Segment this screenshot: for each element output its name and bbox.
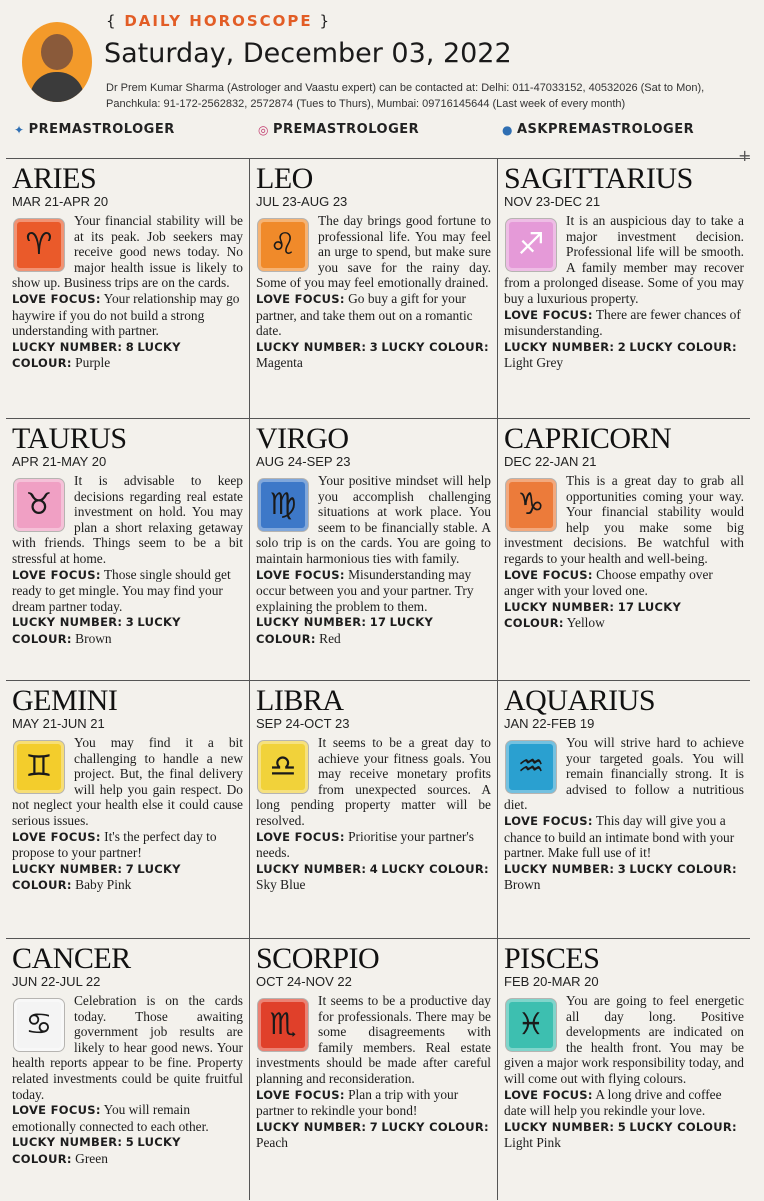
lucky-colour-label: LUCKY COLOUR:: [12, 1135, 181, 1166]
sign-name: AQUARIUS: [504, 684, 656, 717]
sign-name: VIRGO: [256, 422, 349, 455]
sign-date-range: JUL 23-AUG 23: [256, 194, 348, 209]
sign-card-gemini: [6, 686, 249, 894]
lucky-colour-value: Green: [75, 1150, 108, 1166]
lucky-info: [256, 861, 491, 893]
lucky-number-value: 5: [125, 1135, 134, 1150]
instagram-handle: PREMASTROLOGER: [272, 122, 420, 137]
social-facebook[interactable]: [502, 122, 694, 137]
sign-date-range: SEP 24-OCT 23: [256, 716, 350, 731]
lucky-number-label: LUCKY NUMBER:: [504, 861, 615, 876]
forecast-text: This is a great day to grab all opportunities coming your way. Your financial stability would help you make some big investment decisions. Be watchful with regards to your health and well-being.: [504, 473, 744, 566]
love-focus: [256, 829, 491, 861]
sign-name: PISCES: [504, 942, 600, 975]
sign-card-cancer: [6, 944, 249, 1168]
love-focus-text: Prioritise your partner's needs.: [256, 828, 474, 861]
lucky-number-value: 4: [369, 861, 378, 876]
sign-card-libra: [250, 686, 497, 893]
sign-card-aries: [6, 164, 249, 372]
lucky-info: [504, 599, 744, 632]
lucky-colour-value: Red: [319, 630, 341, 646]
love-focus-label: LOVE FOCUS:: [12, 291, 101, 306]
lucky-colour-value: Magenta: [256, 355, 303, 371]
sign-card-taurus: [6, 424, 249, 648]
forecast-text: It is advisable to keep decisions regarding real estate investment on hold. You may plan a short relaxing getaway with friends. Things seem to be a bit stressful at home.: [12, 473, 243, 566]
sign-card-virgo: [250, 424, 497, 648]
row-divider: [6, 680, 750, 681]
love-focus: [256, 1087, 491, 1119]
libra-symbol-icon: ♎: [258, 741, 308, 793]
lucky-info: [12, 339, 243, 372]
sign-date-range: FEB 20-MAR 20: [504, 974, 599, 989]
love-focus: [256, 291, 491, 339]
lucky-colour-value: Baby Pink: [75, 877, 132, 893]
taurus-symbol-icon: ♉: [14, 479, 64, 531]
love-focus-label: LOVE FOCUS:: [504, 307, 593, 322]
love-focus: [504, 567, 744, 599]
lucky-colour-label: LUCKY COLOUR:: [12, 615, 181, 646]
lucky-info: [12, 614, 243, 647]
sign-card-pisces: [498, 944, 750, 1151]
leo-symbol-icon: ♌: [258, 219, 308, 271]
love-focus: [504, 1087, 744, 1119]
love-focus-text: Misunderstanding may occur between you and your partner. Try explaining the problem to them.: [256, 566, 474, 614]
lucky-info: [256, 614, 491, 647]
lucky-colour-value: Sky Blue: [256, 877, 306, 893]
love-focus-label: LOVE FOCUS:: [256, 291, 345, 306]
lucky-number-value: 7: [125, 861, 134, 876]
lucky-number-value: 2: [617, 339, 626, 354]
lucky-colour-label: LUCKY COLOUR:: [629, 1119, 737, 1134]
love-focus: [12, 567, 243, 615]
lucky-info: [12, 1134, 243, 1167]
sign-date-range: OCT 24-NOV 22: [256, 974, 352, 989]
lucky-colour-label: LUCKY COLOUR:: [12, 861, 181, 893]
facebook-handle: ASKPREMASTROLOGER: [516, 122, 695, 137]
love-focus-text: You will remain emotionally connected to each other.: [12, 1102, 209, 1134]
sign-forecast: [504, 993, 744, 1087]
forecast-text: Your financial stability will be at its peak. Job seekers may receive good news today. No major health issue is likely to show up. Business trips are on the cards.: [12, 213, 243, 291]
love-focus: [256, 567, 491, 615]
lucky-number-label: LUCKY NUMBER:: [256, 861, 367, 876]
astrologer-photo: [22, 22, 92, 102]
love-focus-text: A long drive and coffee date will help you rekindle your love.: [504, 1086, 722, 1119]
love-focus-label: LOVE FOCUS:: [12, 829, 101, 844]
sign-card-scorpio: [250, 944, 497, 1151]
sign-card-sagittarius: [498, 164, 750, 371]
aries-symbol-icon: ♈: [14, 219, 64, 271]
love-focus-text: This day will give you a chance to build an intimate bond with your partner. Make full use of it!: [504, 812, 735, 861]
love-focus-label: LOVE FOCUS:: [12, 567, 101, 582]
twitter-handle: PREMASTROLOGER: [28, 122, 175, 137]
love-focus: [12, 1102, 243, 1134]
sign-date-range: NOV 23-DEC 21: [504, 194, 601, 209]
lucky-number-value: 7: [369, 1119, 378, 1134]
love-focus-label: LOVE FOCUS:: [256, 567, 345, 582]
header: [0, 0, 764, 165]
lucky-number-value: 17: [369, 615, 387, 630]
lucky-colour-value: Purple: [75, 355, 111, 371]
love-focus: [12, 291, 243, 339]
scorpio-symbol-icon: ♏: [258, 999, 308, 1051]
lucky-colour-value: Light Grey: [504, 355, 564, 371]
aquarius-symbol-icon: ♒: [506, 741, 556, 793]
cancer-symbol-icon: ♋: [14, 999, 64, 1051]
sign-name: LIBRA: [256, 684, 344, 717]
forecast-text: Celebration is on the cards today. Those awaiting government job results are likely to hear good news. Your health reports appear to be fine. Property related investments could be quite fruitful today.: [12, 993, 243, 1102]
sign-card-aquarius: [498, 686, 750, 893]
love-focus-label: LOVE FOCUS:: [256, 829, 345, 844]
love-focus-label: LOVE FOCUS:: [504, 567, 593, 582]
page-date: Saturday, December 03, 2022: [104, 38, 512, 69]
lucky-colour-value: Peach: [256, 1135, 288, 1151]
sign-forecast: [504, 735, 744, 813]
love-focus-text: There are fewer chances of misunderstanding.: [504, 306, 741, 339]
facebook-icon: ●: [502, 122, 513, 137]
sign-forecast: [12, 993, 243, 1102]
sign-forecast: [12, 735, 243, 829]
lucky-colour-label: LUCKY COLOUR:: [504, 599, 682, 631]
sign-card-leo: [250, 164, 497, 371]
lucky-number-value: 5: [617, 1119, 626, 1134]
virgo-symbol-icon: ♍: [258, 479, 308, 531]
lucky-info: [256, 1119, 491, 1151]
twitter-icon: ✦: [14, 122, 25, 137]
sign-forecast: [256, 993, 491, 1087]
lucky-colour-label: LUCKY COLOUR:: [12, 339, 181, 371]
forecast-text: It seems to be a great day to achieve your fitness goals. You may receive monetary profits from unexpected sources. A long pending property matter will be resolved.: [256, 735, 491, 828]
sign-forecast: [504, 473, 744, 567]
lucky-colour-label: LUCKY COLOUR:: [381, 1119, 489, 1134]
love-focus-label: LOVE FOCUS:: [504, 1087, 593, 1102]
lucky-number-label: LUCKY NUMBER:: [256, 615, 367, 630]
love-focus-text: It's the perfect day to propose to your partner!: [12, 828, 217, 861]
social-twitter[interactable]: [14, 122, 175, 137]
sign-name: LEO: [256, 162, 313, 195]
love-focus: [12, 829, 243, 861]
sign-date-range: APR 21-MAY 20: [12, 454, 107, 469]
contact-info: Dr Prem Kumar Sharma (Astrologer and Vaastu expert) can be contacted at: Delhi: 011-47033152, 40532026 (Sat to Mon), Panchkula: 91-172-2562832, 2572874 (Tues to Thurs), Mumbai: 09716145644 (Last week of every month): [106, 82, 705, 110]
sign-name: GEMINI: [12, 684, 118, 717]
sign-forecast: [12, 473, 243, 567]
love-focus: [504, 307, 744, 339]
forecast-text: It is an auspicious day to take a major investment decision. Professional life will be smooth. A family member may recover from a prolonged disease. Some of you may buy a luxurious property.: [504, 213, 744, 306]
lucky-number-label: LUCKY NUMBER:: [12, 339, 123, 354]
lucky-colour-label: LUCKY COLOUR:: [256, 615, 434, 646]
sign-forecast: [256, 735, 491, 829]
lucky-number-label: LUCKY NUMBER:: [504, 1119, 615, 1134]
lucky-info: [504, 861, 744, 893]
forecast-text: You are going to feel energetic all day long. Positive developments are indicated on the health front. You may be given a major work responsibility today, and will come out with flying colours.: [504, 993, 744, 1086]
sign-forecast: [256, 473, 491, 567]
lucky-colour-value: Yellow: [566, 615, 605, 631]
lucky-colour-value: Brown: [504, 877, 541, 893]
lucky-number-label: LUCKY NUMBER:: [504, 599, 615, 614]
love-focus-text: Go buy a gift for your partner, and take them out on a romantic date.: [256, 290, 473, 339]
lucky-colour-label: LUCKY COLOUR:: [381, 339, 489, 354]
lucky-number-value: 17: [617, 599, 635, 614]
forecast-text: You may find it a bit challenging to handle a new project. But, the final delivery will help you gain respect. Do not neglect your health else it could cause serious issues.: [12, 735, 243, 828]
lucky-number-label: LUCKY NUMBER:: [12, 861, 123, 876]
forecast-text: Your positive mindset will help you accomplish challenging situations at work place. You seem to be financially stable. A solo trip is on the cards. You are going to maintain harmonious ties with family.: [256, 473, 491, 566]
sign-name: TAURUS: [12, 422, 127, 455]
love-focus-text: Plan a trip with your partner to rekindle your bond!: [256, 1086, 459, 1119]
sign-name: ARIES: [12, 162, 97, 195]
sign-name: SAGITTARIUS: [504, 162, 693, 195]
instagram-icon: ◎: [258, 122, 269, 137]
sign-name: SCORPIO: [256, 942, 380, 975]
lucky-number-value: 3: [369, 339, 378, 354]
gemini-symbol-icon: ♊: [14, 741, 64, 793]
crop-mark-icon: +: [738, 146, 752, 165]
sagittarius-symbol-icon: ♐: [506, 219, 556, 271]
lucky-info: [12, 861, 243, 894]
row-divider: [6, 418, 750, 419]
lucky-info: [256, 339, 491, 371]
love-focus-text: Your relationship may go haywire if you do not build a strong understanding with partner.: [12, 290, 240, 339]
sign-name: CANCER: [12, 942, 131, 975]
love-focus-text: Choose empathy over anger with your loved one.: [504, 566, 713, 599]
kicker-text: DAILY HOROSCOPE: [124, 12, 313, 30]
sign-name: CAPRICORN: [504, 422, 672, 455]
love-focus-text: Those single should get ready to get mingle. You may find your dream partner today.: [12, 566, 231, 614]
lucky-colour-value: Light Pink: [504, 1135, 561, 1151]
sign-date-range: MAR 21-APR 20: [12, 194, 109, 209]
love-focus-label: LOVE FOCUS:: [256, 1087, 345, 1102]
forecast-text: The day brings good fortune to professional life. You may feel an urge to spend, but make sure you save for the rainy day. Some of you may feel emotionally drained.: [256, 213, 491, 291]
lucky-info: [504, 339, 744, 371]
lucky-colour-value: Brown: [75, 630, 112, 646]
love-focus-label: LOVE FOCUS:: [12, 1103, 101, 1118]
lucky-colour-label: LUCKY COLOUR:: [629, 861, 737, 876]
lucky-number-label: LUCKY NUMBER:: [12, 1135, 123, 1150]
sign-date-range: DEC 22-JAN 21: [504, 454, 597, 469]
capricorn-symbol-icon: ♑: [506, 479, 556, 531]
sign-date-range: MAY 21-JUN 21: [12, 716, 105, 731]
sign-forecast: [12, 213, 243, 291]
row-divider: [6, 938, 750, 939]
sign-date-range: JAN 22-FEB 19: [504, 716, 595, 731]
lucky-number-value: 3: [125, 615, 134, 630]
lucky-number-label: LUCKY NUMBER:: [504, 339, 615, 354]
lucky-number-label: LUCKY NUMBER:: [12, 615, 123, 630]
lucky-number-value: 3: [617, 861, 626, 876]
social-instagram[interactable]: [258, 122, 419, 137]
sign-date-range: JUN 22-JUL 22: [12, 974, 101, 989]
love-focus-label: LOVE FOCUS:: [504, 813, 593, 828]
love-focus: [504, 813, 744, 861]
section-kicker: { DAILY HOROSCOPE }: [106, 12, 331, 30]
forecast-text: It seems to be a productive day for professionals. There may be some disagreements with family members. Real estate investments should be made after careful planning and reconsideration.: [256, 993, 491, 1086]
lucky-info: [504, 1119, 744, 1151]
forecast-text: You will strive hard to achieve your targeted goals. You will remain financially strong. It is advised to follow a nutritious diet.: [504, 735, 744, 813]
lucky-number-label: LUCKY NUMBER:: [256, 339, 367, 354]
sign-card-capricorn: [498, 424, 750, 632]
lucky-colour-label: LUCKY COLOUR:: [381, 861, 489, 876]
lucky-colour-label: LUCKY COLOUR:: [629, 339, 737, 354]
lucky-number-label: LUCKY NUMBER:: [256, 1119, 367, 1134]
lucky-number-value: 8: [125, 339, 134, 354]
sign-forecast: [256, 213, 491, 291]
pisces-symbol-icon: ♓: [506, 999, 556, 1051]
sign-date-range: AUG 24-SEP 23: [256, 454, 351, 469]
sign-forecast: [504, 213, 744, 307]
